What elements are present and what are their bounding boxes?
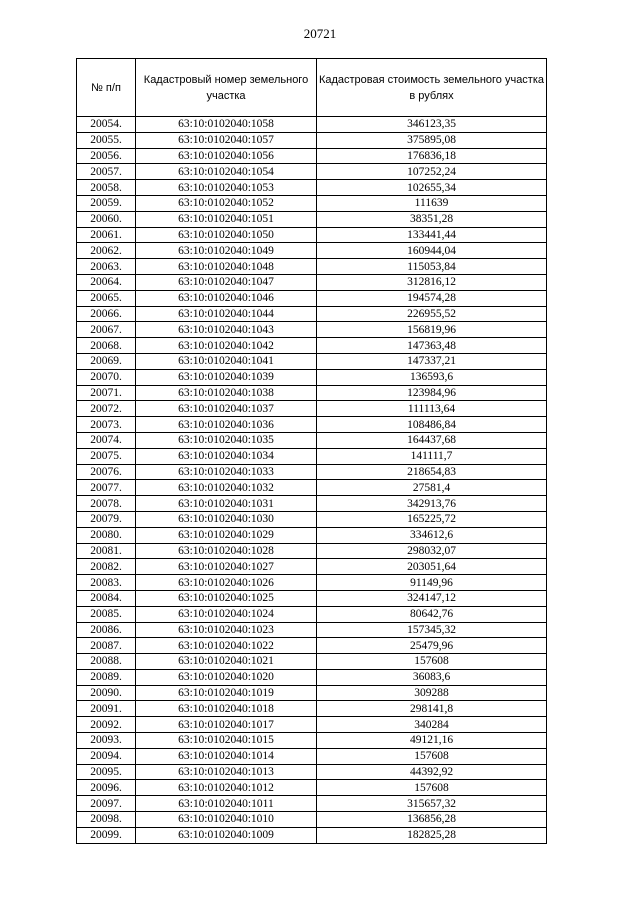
cadastral-number-cell: 63:10:0102040:1017 — [136, 717, 317, 733]
cadastral-value-cell: 176836,18 — [317, 148, 547, 164]
cadastral-value-cell: 111113,64 — [317, 401, 547, 417]
cadastral-value-cell: 157608 — [317, 748, 547, 764]
table-row — [77, 274, 547, 290]
row-number-cell: 20085. — [77, 606, 136, 622]
row-number-cell: 20078. — [77, 496, 136, 512]
cadastral-value-cell: 147337,21 — [317, 353, 547, 369]
cadastral-number-cell: 63:10:0102040:1011 — [136, 796, 317, 812]
column-header-number: № п/п — [77, 59, 136, 117]
row-number-cell: 20071. — [77, 385, 136, 401]
cadastral-value-cell: 38351,28 — [317, 211, 547, 227]
table-row — [77, 385, 547, 401]
row-number-cell: 20066. — [77, 306, 136, 322]
cadastral-number-cell: 63:10:0102040:1026 — [136, 575, 317, 591]
row-number-cell: 20064. — [77, 274, 136, 290]
row-number-cell: 20087. — [77, 638, 136, 654]
cadastral-number-cell: 63:10:0102040:1038 — [136, 385, 317, 401]
table-row — [77, 685, 547, 701]
cadastral-number-cell: 63:10:0102040:1029 — [136, 527, 317, 543]
table-row — [77, 654, 547, 670]
cadastral-number-cell: 63:10:0102040:1019 — [136, 685, 317, 701]
row-number-cell: 20068. — [77, 338, 136, 354]
cadastral-value-cell: 136593,6 — [317, 369, 547, 385]
table-row — [77, 606, 547, 622]
cadastral-number-cell: 63:10:0102040:1024 — [136, 606, 317, 622]
cadastral-number-cell: 63:10:0102040:1048 — [136, 259, 317, 275]
cadastral-value-cell: 111639 — [317, 195, 547, 211]
table-row — [77, 812, 547, 828]
row-number-cell: 20082. — [77, 559, 136, 575]
row-number-cell: 20060. — [77, 211, 136, 227]
cadastral-value-cell: 156819,96 — [317, 322, 547, 338]
cadastral-value-cell: 157608 — [317, 654, 547, 670]
table-row — [77, 227, 547, 243]
cadastral-value-cell: 107252,24 — [317, 164, 547, 180]
table-row — [77, 590, 547, 606]
cadastral-value-cell: 203051,64 — [317, 559, 547, 575]
row-number-cell: 20091. — [77, 701, 136, 717]
cadastral-number-cell: 63:10:0102040:1032 — [136, 480, 317, 496]
table-row — [77, 353, 547, 369]
table-row — [77, 701, 547, 717]
table-row — [77, 464, 547, 480]
cadastral-value-cell: 309288 — [317, 685, 547, 701]
row-number-cell: 20059. — [77, 195, 136, 211]
row-number-cell: 20089. — [77, 669, 136, 685]
cadastral-number-cell: 63:10:0102040:1039 — [136, 369, 317, 385]
row-number-cell: 20055. — [77, 132, 136, 148]
cadastral-number-cell: 63:10:0102040:1034 — [136, 448, 317, 464]
cadastral-value-cell: 157345,32 — [317, 622, 547, 638]
row-number-cell: 20086. — [77, 622, 136, 638]
cadastral-value-cell: 160944,04 — [317, 243, 547, 259]
cadastral-number-cell: 63:10:0102040:1058 — [136, 117, 317, 133]
table-row — [77, 480, 547, 496]
table-row — [77, 780, 547, 796]
table-row — [77, 117, 547, 133]
row-number-cell: 20057. — [77, 164, 136, 180]
cadastral-number-cell: 63:10:0102040:1033 — [136, 464, 317, 480]
cadastral-value-cell: 27581,4 — [317, 480, 547, 496]
table-row — [77, 211, 547, 227]
row-number-cell: 20097. — [77, 796, 136, 812]
row-number-cell: 20061. — [77, 227, 136, 243]
cadastral-value-cell: 164437,68 — [317, 432, 547, 448]
row-number-cell: 20072. — [77, 401, 136, 417]
cadastral-number-cell: 63:10:0102040:1015 — [136, 733, 317, 749]
cadastral-value-cell: 340284 — [317, 717, 547, 733]
cadastral-value-cell: 182825,28 — [317, 827, 547, 843]
cadastral-number-cell: 63:10:0102040:1047 — [136, 274, 317, 290]
cadastral-number-cell: 63:10:0102040:1053 — [136, 180, 317, 196]
row-number-cell: 20079. — [77, 511, 136, 527]
cadastral-value-cell: 49121,16 — [317, 733, 547, 749]
cadastral-value-cell: 25479,96 — [317, 638, 547, 654]
cadastral-value-cell: 346123,35 — [317, 117, 547, 133]
cadastral-value-cell: 334612,6 — [317, 527, 547, 543]
table-row — [77, 717, 547, 733]
column-header-cadastral-value: Кадастровая стоимость земельного участка в рублях — [317, 59, 547, 117]
cadastral-number-cell: 63:10:0102040:1042 — [136, 338, 317, 354]
cadastral-value-cell: 44392,92 — [317, 764, 547, 780]
cadastral-value-cell: 123984,96 — [317, 385, 547, 401]
cadastral-number-cell: 63:10:0102040:1057 — [136, 132, 317, 148]
table-row — [77, 180, 547, 196]
cadastral-number-cell: 63:10:0102040:1025 — [136, 590, 317, 606]
row-number-cell: 20096. — [77, 780, 136, 796]
table-row — [77, 148, 547, 164]
row-number-cell: 20084. — [77, 590, 136, 606]
row-number-cell: 20062. — [77, 243, 136, 259]
row-number-cell: 20098. — [77, 812, 136, 828]
table-row — [77, 417, 547, 433]
cadastral-value-cell: 157608 — [317, 780, 547, 796]
table-row — [77, 748, 547, 764]
row-number-cell: 20099. — [77, 827, 136, 843]
table-row — [77, 669, 547, 685]
table-row — [77, 132, 547, 148]
row-number-cell: 20077. — [77, 480, 136, 496]
row-number-cell: 20069. — [77, 353, 136, 369]
page-number: 20721 — [303, 26, 337, 41]
cadastral-value-cell: 165225,72 — [317, 511, 547, 527]
table-row — [77, 827, 547, 843]
cadastral-number-cell: 63:10:0102040:1018 — [136, 701, 317, 717]
table-body — [77, 117, 547, 844]
table-row — [77, 796, 547, 812]
cadastral-value-cell: 226955,52 — [317, 306, 547, 322]
cadastral-number-cell: 63:10:0102040:1020 — [136, 669, 317, 685]
row-number-cell: 20092. — [77, 717, 136, 733]
table-row — [77, 559, 547, 575]
cadastral-value-cell: 136856,28 — [317, 812, 547, 828]
cadastral-value-cell: 218654,83 — [317, 464, 547, 480]
row-number-cell: 20070. — [77, 369, 136, 385]
cadastral-value-cell: 141111,7 — [317, 448, 547, 464]
row-number-cell: 20056. — [77, 148, 136, 164]
cadastral-value-cell: 133441,44 — [317, 227, 547, 243]
row-number-cell: 20076. — [77, 464, 136, 480]
cadastral-number-cell: 63:10:0102040:1031 — [136, 496, 317, 512]
table-row — [77, 164, 547, 180]
cadastral-number-cell: 63:10:0102040:1022 — [136, 638, 317, 654]
land-plots-table — [76, 58, 547, 844]
table-row — [77, 259, 547, 275]
cadastral-value-cell: 36083,6 — [317, 669, 547, 685]
table-row — [77, 527, 547, 543]
cadastral-value-cell: 115053,84 — [317, 259, 547, 275]
row-number-cell: 20074. — [77, 432, 136, 448]
table-header-row — [77, 59, 547, 117]
table-row — [77, 622, 547, 638]
cadastral-number-cell: 63:10:0102040:1041 — [136, 353, 317, 369]
cadastral-value-cell: 194574,28 — [317, 290, 547, 306]
cadastral-number-cell: 63:10:0102040:1043 — [136, 322, 317, 338]
cadastral-number-cell: 63:10:0102040:1056 — [136, 148, 317, 164]
table-row — [77, 638, 547, 654]
row-number-cell: 20065. — [77, 290, 136, 306]
table-row — [77, 306, 547, 322]
table-row — [77, 338, 547, 354]
cadastral-number-cell: 63:10:0102040:1027 — [136, 559, 317, 575]
cadastral-value-cell: 342913,76 — [317, 496, 547, 512]
table-row — [77, 575, 547, 591]
row-number-cell: 20083. — [77, 575, 136, 591]
cadastral-number-cell: 63:10:0102040:1054 — [136, 164, 317, 180]
cadastral-number-cell: 63:10:0102040:1012 — [136, 780, 317, 796]
row-number-cell: 20063. — [77, 259, 136, 275]
cadastral-number-cell: 63:10:0102040:1013 — [136, 764, 317, 780]
row-number-cell: 20058. — [77, 180, 136, 196]
row-number-cell: 20081. — [77, 543, 136, 559]
cadastral-number-cell: 63:10:0102040:1023 — [136, 622, 317, 638]
row-number-cell: 20080. — [77, 527, 136, 543]
cadastral-number-cell: 63:10:0102040:1050 — [136, 227, 317, 243]
table-row — [77, 764, 547, 780]
table-row — [77, 195, 547, 211]
table-row — [77, 290, 547, 306]
table-row — [77, 401, 547, 417]
column-header-cadastral-number: Кадастровый номер земельного участка — [136, 59, 317, 117]
row-number-cell: 20067. — [77, 322, 136, 338]
table-row — [77, 448, 547, 464]
cadastral-value-cell: 315657,32 — [317, 796, 547, 812]
row-number-cell: 20054. — [77, 117, 136, 133]
cadastral-value-cell: 312816,12 — [317, 274, 547, 290]
cadastral-value-cell: 298032,07 — [317, 543, 547, 559]
cadastral-number-cell: 63:10:0102040:1036 — [136, 417, 317, 433]
cadastral-value-cell: 298141,8 — [317, 701, 547, 717]
cadastral-number-cell: 63:10:0102040:1044 — [136, 306, 317, 322]
row-number-cell: 20094. — [77, 748, 136, 764]
table-row — [77, 733, 547, 749]
cadastral-value-cell: 147363,48 — [317, 338, 547, 354]
table-row — [77, 322, 547, 338]
row-number-cell: 20090. — [77, 685, 136, 701]
cadastral-value-cell: 375895,08 — [317, 132, 547, 148]
cadastral-number-cell: 63:10:0102040:1051 — [136, 211, 317, 227]
cadastral-number-cell: 63:10:0102040:1037 — [136, 401, 317, 417]
table-row — [77, 496, 547, 512]
cadastral-number-cell: 63:10:0102040:1009 — [136, 827, 317, 843]
cadastral-number-cell: 63:10:0102040:1014 — [136, 748, 317, 764]
cadastral-value-cell: 108486,84 — [317, 417, 547, 433]
cadastral-number-cell: 63:10:0102040:1035 — [136, 432, 317, 448]
table-row — [77, 369, 547, 385]
cadastral-value-cell: 91149,96 — [317, 575, 547, 591]
cadastral-number-cell: 63:10:0102040:1052 — [136, 195, 317, 211]
cadastral-number-cell: 63:10:0102040:1030 — [136, 511, 317, 527]
row-number-cell: 20088. — [77, 654, 136, 670]
table-row — [77, 511, 547, 527]
table-row — [77, 543, 547, 559]
cadastral-value-cell: 102655,34 — [317, 180, 547, 196]
cadastral-value-cell: 324147,12 — [317, 590, 547, 606]
cadastral-number-cell: 63:10:0102040:1028 — [136, 543, 317, 559]
row-number-cell: 20093. — [77, 733, 136, 749]
cadastral-number-cell: 63:10:0102040:1010 — [136, 812, 317, 828]
table-row — [77, 432, 547, 448]
row-number-cell: 20095. — [77, 764, 136, 780]
row-number-cell: 20073. — [77, 417, 136, 433]
row-number-cell: 20075. — [77, 448, 136, 464]
table-row — [77, 243, 547, 259]
cadastral-number-cell: 63:10:0102040:1021 — [136, 654, 317, 670]
cadastral-value-cell: 80642,76 — [317, 606, 547, 622]
cadastral-number-cell: 63:10:0102040:1049 — [136, 243, 317, 259]
cadastral-number-cell: 63:10:0102040:1046 — [136, 290, 317, 306]
